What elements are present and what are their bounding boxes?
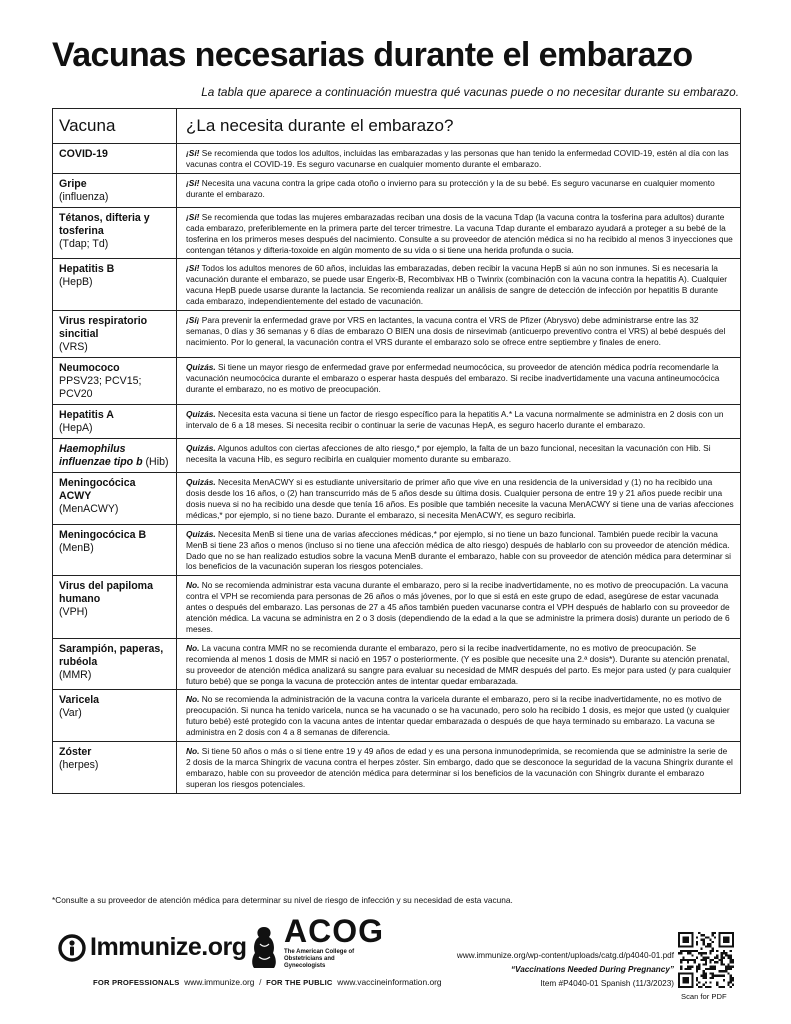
vaccine-name-cell [53,473,177,525]
vaccine-name: COVID-19 [59,148,108,160]
immunize-logo[interactable] [58,933,247,962]
table-row [53,742,741,794]
table-row [53,690,741,742]
footer-links [93,977,442,987]
answer-label: ¡Sí¡ [186,315,200,326]
vaccine-abbreviation: PPSV23; PCV15; PCV20 [59,375,142,401]
vaccine-abbreviation: (Tdap; Td) [59,237,109,250]
recommendation-text: Algunos adultos con ciertas afecciones de alto riesgo,* por ejemplo, la falta de un bazo funcional, necesitan la vacunación con Hib. Si necesita la vacuna Hib, es seguro recibirla en cualquier momento durante su embarazo. [186,443,711,464]
vaccine-name-cell [53,638,177,690]
header-vaccine: Vacuna [53,109,177,144]
table-row [53,439,741,473]
vaccine-table [52,108,741,794]
vaccine-name: Tétanos, difteria y tosferina [59,211,150,237]
recommendation-cell [177,742,741,794]
answer-label: ¡Sí! [186,148,200,158]
header-need: ¿La necesita durante el embarazo? [177,109,741,144]
recommendation-text: No se recomienda administrar esta vacuna durante el embarazo, pero si la recibe inadvertidamente, no es motivo de preocupación. La vacuna contra el VPH se recomienda para personas de 26 años o más jóvenes, por lo que si está en este grupo de edad, asegúrese de estar vacunada antes o después del embarazo. Las personas de 27 a 45 años también pueden vacunarse contra el VPH después de hablarlo con su proveedor de atención médica. La vacuna se administra en 2 o 3 dosis (dependiendo de la edad a la que se administre la primera dosis) durante un periodo de 6 meses. [186,580,730,634]
vaccine-name: Gripe [59,177,87,190]
answer-label: Quizás. [186,409,216,420]
vaccine-name: Zóster [59,746,92,759]
recommendation-text: Necesita esta vacuna si tiene un factor de riesgo específico para la hepatitis A.* La vacuna normalmente se administra en 2 dosis con un intervalo de 6 a 18 meses. Si necesita recibir o continuar la serie de vacunas HepA, es seguro hacerlo durante el embarazo. [186,409,724,430]
answer-label: ¡Sí! [186,263,200,274]
vaccine-abbreviation: (VPH) [59,606,88,619]
immunize-logo-text: Immunize.org [90,933,247,961]
answer-label: Quizás. [186,477,216,488]
table-row [53,473,741,525]
table-row [53,207,741,259]
recommendation-cell [177,173,741,207]
footer-separator: / [259,977,262,987]
vaccine-abbreviation: (MenACWY) [59,503,119,516]
recommendation-text: Se recomienda que todas las mujeres embarazadas reciban una dosis de la vacuna Tdap (la vacuna contra la tosferina para adultos) durante cada embarazo, preferiblemente en la primera parte del tercer trimestre. La vacuna Tdap durante el embarazo ayudará a proteger a su bebé de la tosferina en los primeros meses después del nacimiento. Consulte a su proveedor de atención médica si no ha recibido al menos 3 inyecciones que contengan tétanos y difteria-toxoide en algún momento de su vida o si tiene una herida profunda o sucia. [186,211,733,255]
footnote: *Consulte a su proveedor de atención médica para determinar su nivel de riesgo de infección y su necesidad de esta vacuna. [52,895,513,905]
vaccine-name: Meningocócica ACWY [59,477,136,503]
recommendation-text: Se recomienda que todos los adultos, incluidas las embarazadas y las personas que han tenido la enfermedad COVID-19, estén al día con las vacunas contra el COVID-19. Es seguro vacunarse en cualquier momento durante el embarazo. [186,148,729,169]
vaccine-name-cell [53,524,177,576]
answer-label: No. [186,580,200,591]
recommendation-cell [177,144,741,174]
vaccine-abbreviation: (HepB) [59,276,93,289]
vaccine-abbreviation: (Var) [59,707,82,720]
vaccine-name: Neumococo [59,362,120,375]
recommendation-cell [177,473,741,525]
pdf-link[interactable]: www.immunize.org/wp-content/uploads/catg.d/p4040-01.pdf [456,951,674,960]
vaccine-name: Hepatitis B [59,263,115,276]
vaccine-abbreviation: (MMR) [59,668,92,681]
for-public-label: FOR THE PUBLIC [266,978,333,987]
answer-label: ¡Sí! [186,177,200,188]
recommendation-text: Necesita una vacuna contra la gripe cada otoño o invierno para su protección y la de su bebé. Es seguro vacunarse en cualquier momento durante el embarazo. [186,177,715,199]
vaccine-name-cell [53,207,177,259]
table-row [53,173,741,207]
vaccine-abbreviation: (VRS) [59,341,88,354]
vaccine-name-cell [53,311,177,358]
vaccine-abbreviation: (HepA) [59,422,93,435]
vaccine-name: Sarampión, paperas, rubéola [59,642,164,668]
vaccine-abbreviation: (MenB) [59,541,94,554]
answer-label: Quizás. [186,362,216,373]
recommendation-text: Si tiene un mayor riesgo de enfermedad grave por enfermedad neumocócica, su proveedor de atención médica podría recomendarle la vacunación neumocócica durante el embarazo o esperar hasta después del embarazo. Si recibe inadvertidamente una vacuna antineumocócica durante el embarazo, no es motivo de preocupación. [186,362,720,394]
scan-label: Scan for PDF [681,992,727,1001]
page-title: Vacunas necesarias durante el embarazo [52,36,693,74]
answer-label: No. [186,642,200,653]
table-row [53,358,741,405]
recommendation-cell [177,311,741,358]
acog-full-name: The American College of Obstetricians and Gynecologists [284,949,355,969]
recommendation-text: Necesita MenACWY si es estudiante universitario de primer año que vive en una residencia de la universidad y (1) no ha recibido una dosis desde los 16 años, o (2) han transcurrido más de 5 años desde su última dosis. Cualquier persona de entre 19 y 21 años puede recibir una dosis nueva si no ha recibido una desde que tenía 16 años. Es posible que también necesite la vacuna MenACWY si tiene una de varias afecciones médicas,* por ejemplo, si no tiene bazo. Durante el embarazo, si necesita MenACWY, es seguro recibirla. [186,477,734,520]
item-number: Item #P4040-01 Spanish (11/3/2023) [540,979,674,988]
vaccine-name-cell [53,259,177,311]
recommendation-cell [177,690,741,742]
acog-mark: ACOG [284,913,384,949]
acog-figure-icon [246,924,282,970]
vaccine-name-cell [53,358,177,405]
vaccine-abbreviation: (Hib) [145,456,169,469]
recommendation-cell [177,358,741,405]
recommendation-text: Si tiene 50 años o más o si tiene entre 19 y 49 años de edad y es una persona inmunodeprimida, se recomienda que se administre la serie de 2 dosis de la marca Shingrix de vacuna contra el herpes zóster. Sin embargo, dado que se desconoce la seguridad de la vacuna Shingrix durante el embarazo, hable con su proveedor de atención médica para determinar si los beneficios de la vacunación con Shingrix durante el embarazo superan los riesgos potenciales. [186,746,733,789]
vaccine-name-cell [53,144,177,174]
vaccine-name-cell [53,439,177,473]
professionals-link[interactable]: www.immunize.org [184,977,255,987]
vaccine-name-cell [53,576,177,639]
table-row [53,638,741,690]
recommendation-cell [177,439,741,473]
vaccine-name: Hepatitis A [59,409,114,422]
table-header-row [53,109,741,144]
answer-label: No. [186,694,200,705]
recommendation-cell [177,638,741,690]
recommendation-text: Todos los adultos menores de 60 años, incluidas las embarazadas, deben recibir la vacuna HepB si aún no son inmunes. Si es necesaria la vacunación durante el embarazo, se puede usar Engerix-B, Recombivax HB o Twinrix (combinación con la vacuna contra la hepatitis A). Cualquier vacuna HepB puede usarse durante la lactancia. Se recomienda realizar un análisis de sangre de detección de infección por hepatitis B durante cada embarazo, independientemente del estado de vacunación. [186,263,728,307]
vaccine-name: Virus respiratorio sincitial [59,315,148,341]
recommendation-text: Para prevenir la enfermedad grave por VRS en lactantes, la vacuna contra el VRS de Pfizer (Abrysvo) debe administrarse entre las 32 semanas, 0 días y 36 semanas y 6 días de embarazo O BIEN una dosis de nirsevimab (anticuerpo preventivo contra el VRS) al bebé después del nacimiento. Por lo general, la vacunación contra el VRS durante el embarazo solo se ofrece entre septiembre y finales de enero. [186,315,726,347]
public-link[interactable]: www.vaccineinformation.org [337,977,442,987]
answer-label: No. [186,746,200,757]
vaccine-name: Meningocócica B [59,528,147,541]
vaccine-name: Virus del papiloma humano [59,580,153,606]
page-subtitle: La tabla que aparece a continuación muestra qué vacunas puede o no necesitar durante su embarazo. [201,85,739,99]
recommendation-text: No se recomienda la administración de la vacuna contra la varicela durante el embarazo, pero si la recibe inadvertidamente, no es motivo de preocupación. Si nunca ha tenido varicela, nunca se ha vacunado o se ha vacunado, pero solo ha recibido 1 dosis, es mejor que usted (y cualquier futuro bebé) esté protegido con la vacuna antes de intentar quedar embarazada o después de que haya terminado su embarazo. La vacuna se administra en 2 dosis con 4 a 8 semanas de diferencia. [186,694,730,738]
table-row [53,576,741,639]
recommendation-cell [177,207,741,259]
vaccine-abbreviation: (herpes) [59,759,99,772]
answer-label: ¡Sí! [186,211,200,222]
recommendation-cell [177,405,741,439]
table-row [53,144,741,174]
acog-logo[interactable] [246,915,384,970]
immunize-logo-icon [58,934,86,962]
vaccine-name: Varicela [59,694,100,707]
answer-label: Quizás. [186,443,216,454]
table-row [53,311,741,358]
document-title: “Vaccinations Needed During Pregnancy” [510,965,674,974]
vaccine-name-cell [53,742,177,794]
vaccine-abbreviation: (influenza) [59,190,109,203]
recommendation-cell [177,576,741,639]
recommendation-cell [177,524,741,576]
recommendation-text: Necesita MenB si tiene una de varias afecciones médicas,* por ejemplo, si no tiene un bazo funcional. También puede recibir la vacuna MenB si tiene 23 años o menos (incluso si no tiene una afección médica de alto riesgo) después de hablarlo con su proveedor de atención médica. Dado que no se han realizado estudios sobre la vacuna MenB durante el embarazo, hable con su proveedor de atención médica para determinar si los beneficios de la vacunación superan los riesgos potenciales. [186,528,732,572]
table-row [53,405,741,439]
recommendation-cell [177,259,741,311]
vaccine-name-cell [53,173,177,207]
vaccine-name-cell [53,690,177,742]
qr-code[interactable] [678,932,734,988]
vaccine-name-cell [53,405,177,439]
answer-label: Quizás. [186,528,216,539]
vaccine-name: Haemophilus influenzae tipo b [59,443,143,469]
for-professionals-label: FOR PROFESSIONALS [93,978,180,987]
table-row [53,524,741,576]
document-meta [457,949,674,991]
recommendation-text: La vacuna contra MMR no se recomienda durante el embarazo, pero si la recibe inadvertidamente, no es motivo de preocupación. Se recomienda al menos 1 dosis de MMR si nació en 1957 o posteriormente. (Y es posible que necesite una 2.ª dosis*). Durante su atención prenatal, su proveedor de atención médica analizará su sangre para evaluar su necesidad de MMR después del parto. Es mejor para usted (y para cualquier futuro bebé) que se ponga la vacuna de protección antes de intentar quedar embarazada. [186,642,731,686]
table-row [53,259,741,311]
